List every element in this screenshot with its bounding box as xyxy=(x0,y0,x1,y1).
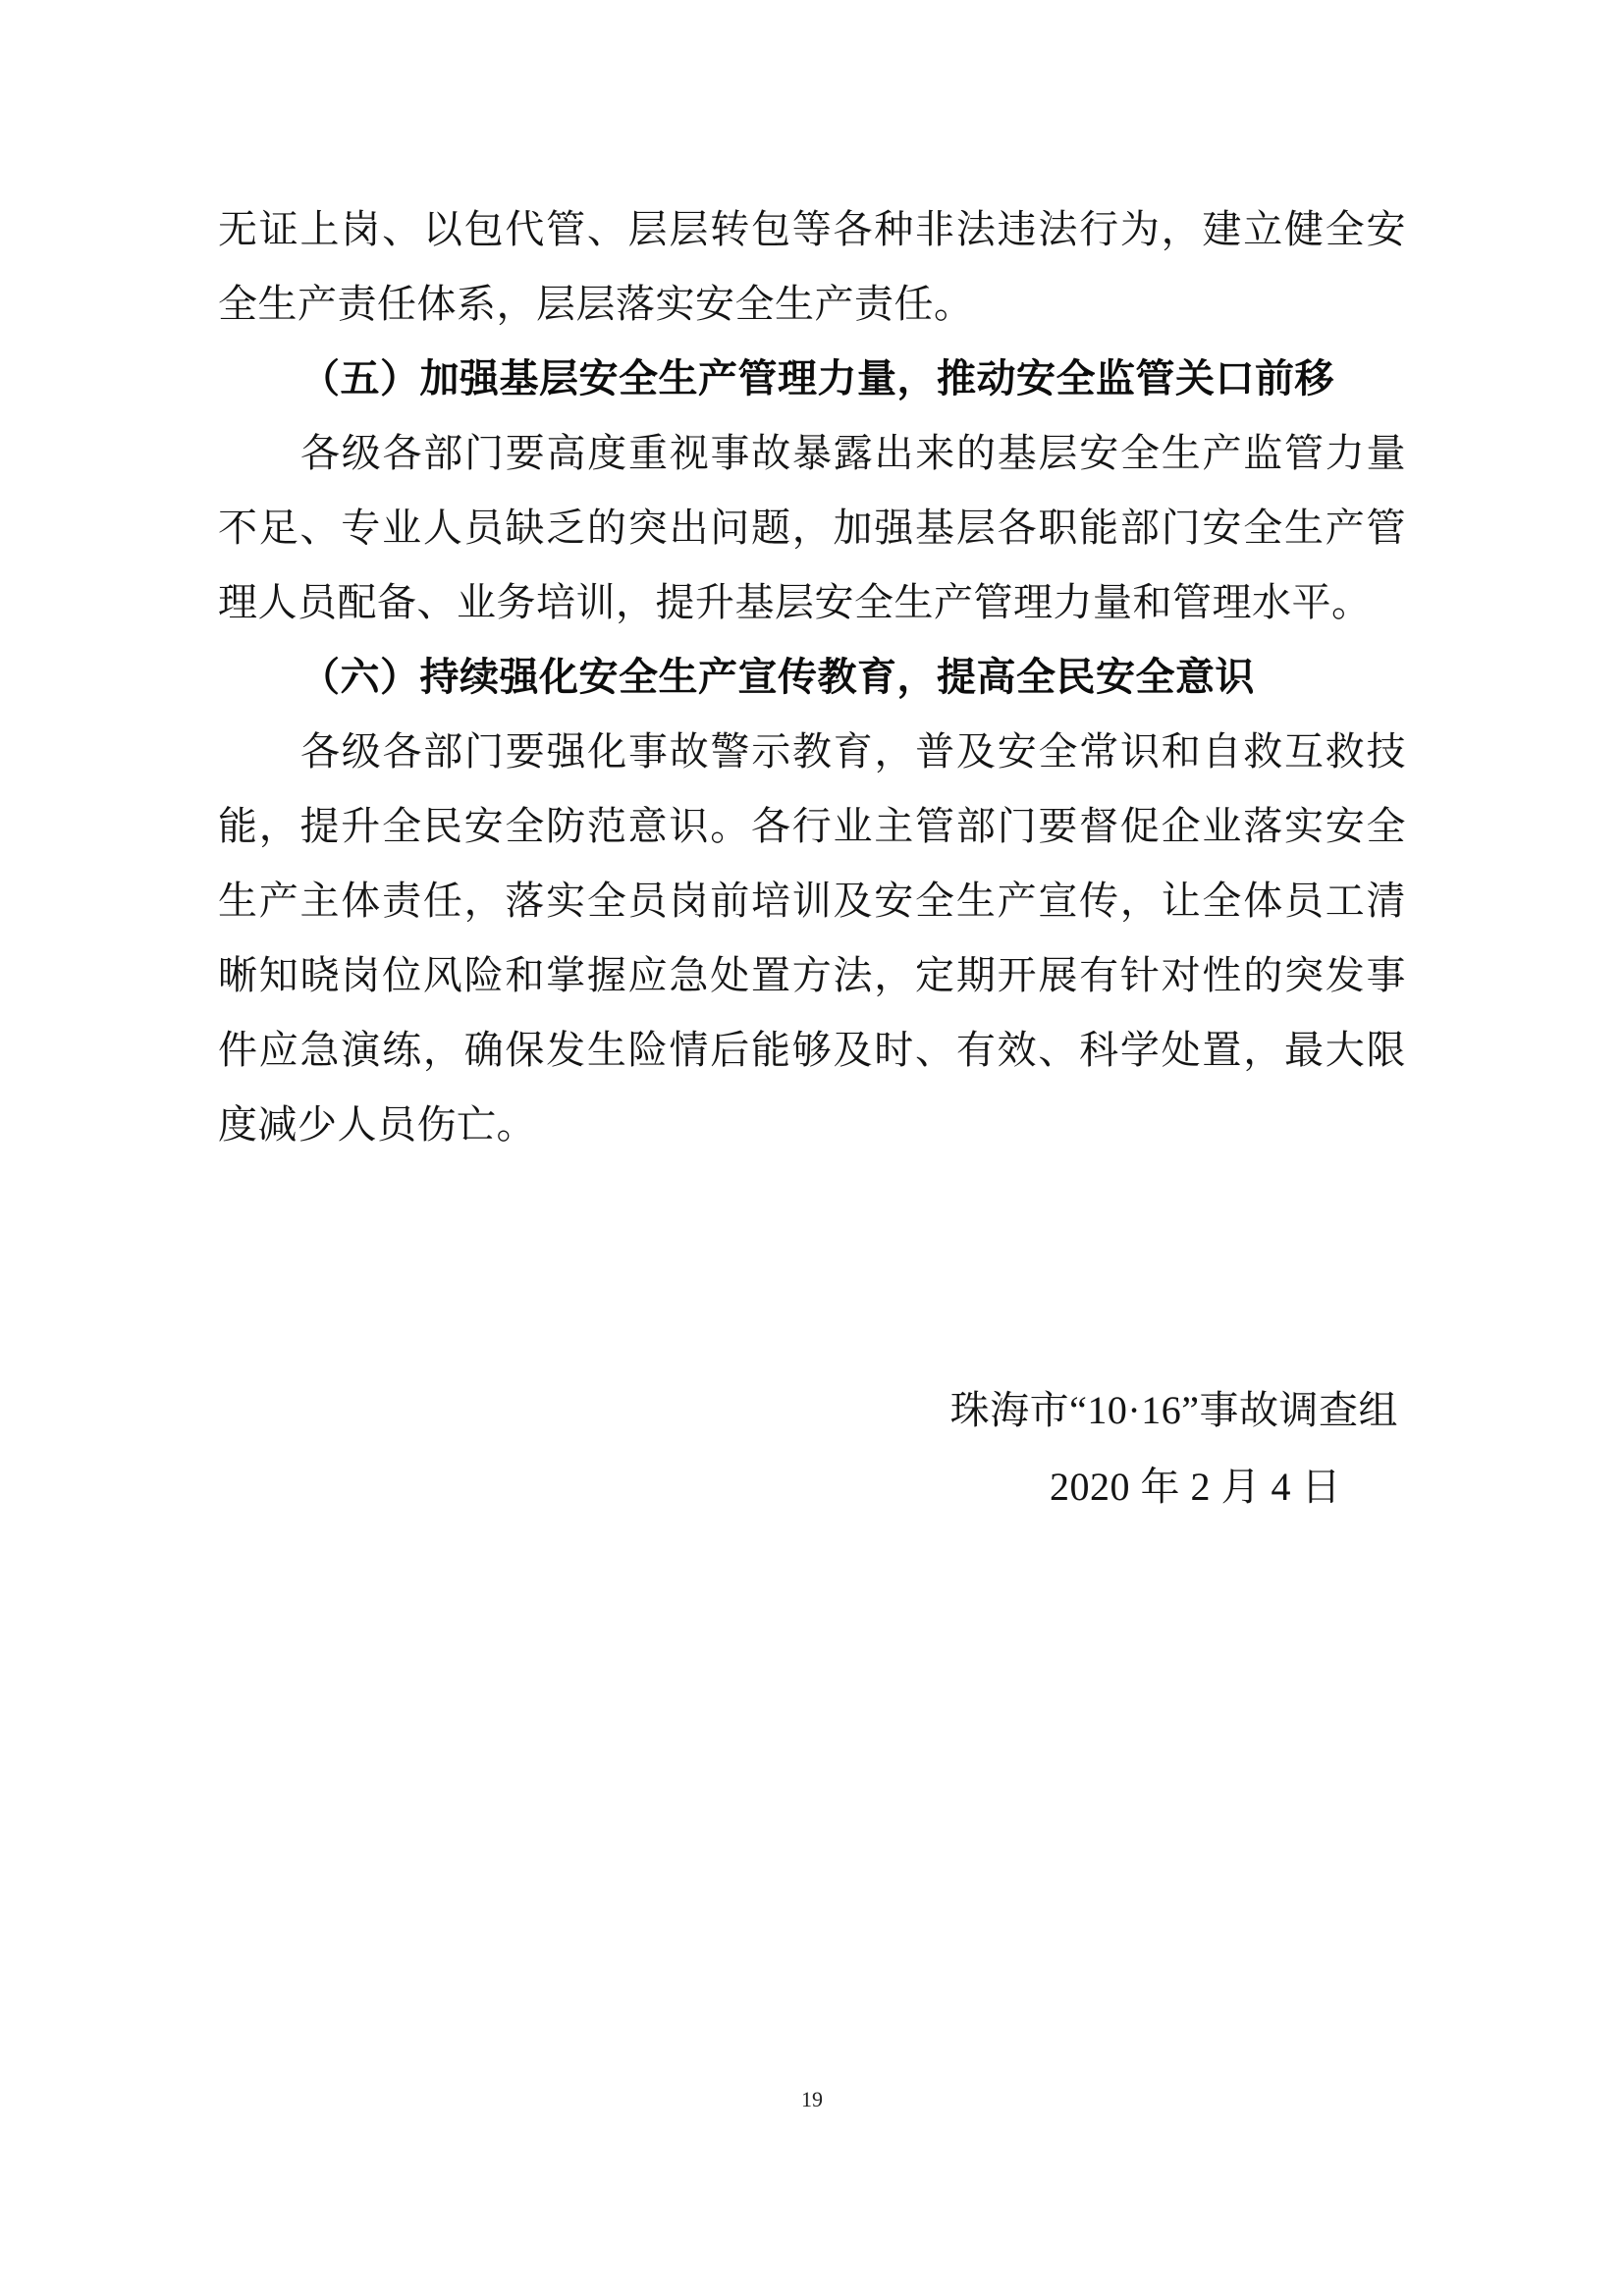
signature-block xyxy=(218,1372,1406,1525)
paragraph-section-five-body: 各级各部门要高度重视事故暴露出来的基层安全生产监管力量不足、专业人员缺乏的突出问题，加强基层各职能部门安全生产管理人员配备、业务培训，提升基层安全生产管理力量和管理水平。 xyxy=(218,431,1406,624)
heading-section-six: （六）持续强化安全生产宣传教育，提高全民安全意识 xyxy=(300,655,1255,699)
signature-organization: 珠海市“10·16”事故调查组 xyxy=(949,1388,1398,1432)
signature-date: 2020 年 2 月 4 日 xyxy=(1050,1465,1341,1509)
signature-spacer xyxy=(218,1162,1406,1372)
document-body xyxy=(218,192,1406,1525)
heading-section-five: （五）加强基层安全生产管理力量，推动安全监管关口前移 xyxy=(300,356,1334,400)
page-number: 19 xyxy=(801,2087,823,2111)
paragraph-continued: 无证上岗、以包代管、层层转包等各种非法违法行为，建立健全安全生产责任体系，层层落实安全生产责任。 xyxy=(218,207,1406,326)
paragraph-section-six-body: 各级各部门要强化事故警示教育，普及安全常识和自救互救技能，提升全民安全防范意识。各行业主管部门要督促企业落实安全生产主体责任，落实全员岗前培训及安全生产宣传，让全体员工清晰知晓岗位风险和掌握应急处置方法，定期开展有针对性的突发事件应急演练，确保发生险情后能够及时、有效、科学处置，最大限度减少人员伤亡。 xyxy=(218,729,1406,1147)
